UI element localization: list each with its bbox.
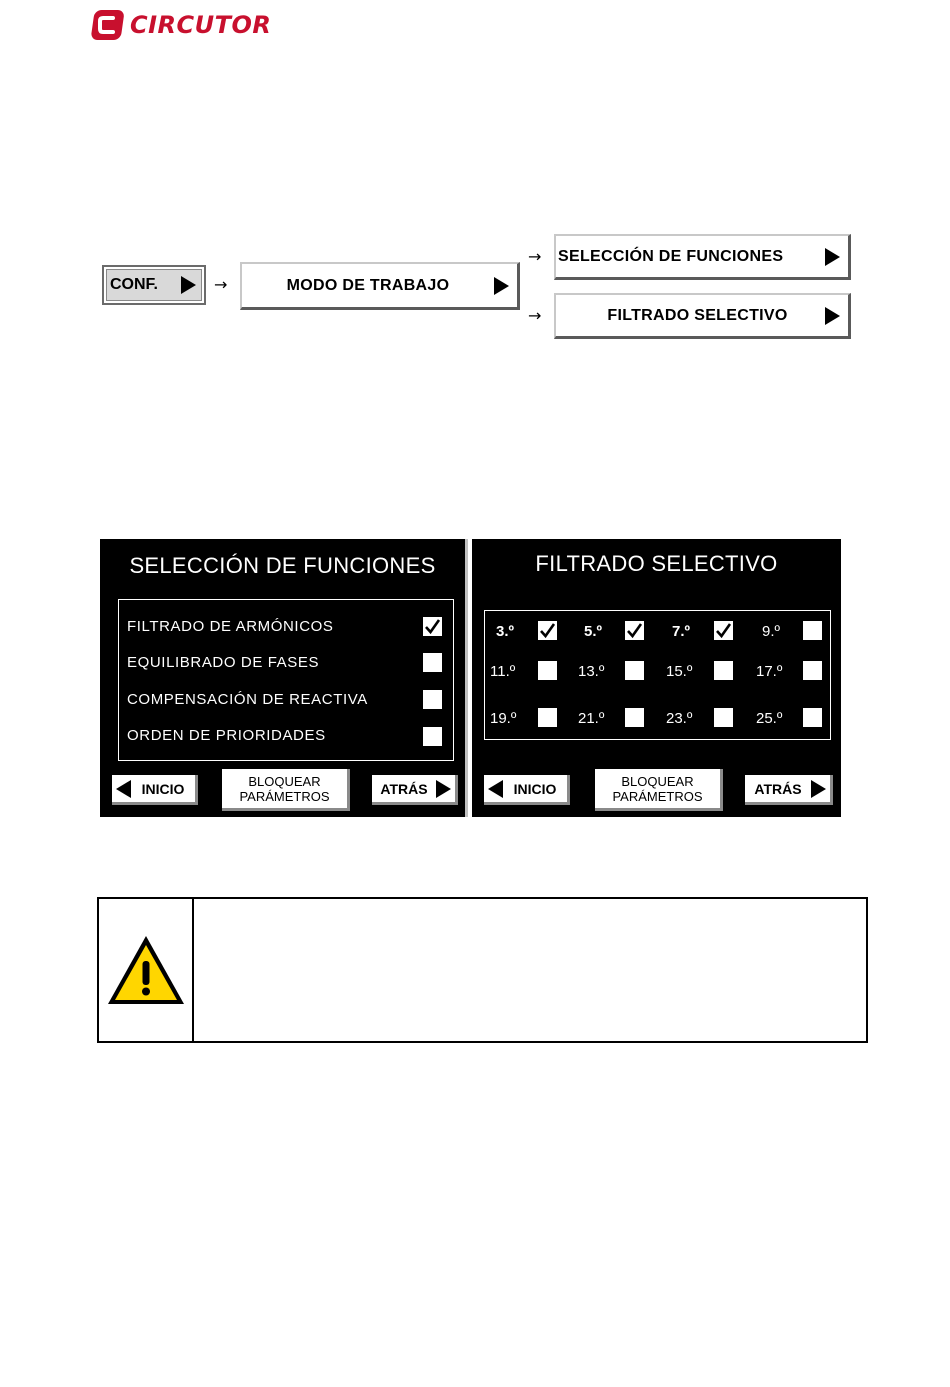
- screen-title: FILTRADO SELECTIVO: [535, 551, 778, 576]
- seleccion-funciones-label: SELECCIÓN DE FUNCIONES: [558, 247, 784, 265]
- option-orden-prioridades: ORDEN DE PRIORIDADES: [127, 727, 326, 744]
- seleccion-funciones-button[interactable]: [554, 234, 851, 280]
- atras-button[interactable]: [372, 775, 458, 805]
- harmonic-checkbox-3[interactable]: [538, 621, 557, 640]
- inicio-button[interactable]: [112, 775, 198, 805]
- circutor-logo-icon: [90, 8, 124, 42]
- inicio-label: INICIO: [141, 780, 185, 797]
- checkmark-icon: [626, 622, 643, 639]
- brand-logo: [90, 6, 290, 44]
- inicio-button[interactable]: [484, 775, 570, 805]
- checkbox-filtrado-armonicos[interactable]: [423, 617, 442, 636]
- harmonic-checkbox-13[interactable]: [625, 661, 644, 680]
- bloquear-label: BLOQUEAR: [621, 773, 694, 789]
- harmonic-label-3: 3.º: [496, 623, 514, 640]
- checkbox-orden-prioridades[interactable]: [423, 727, 442, 746]
- harmonic-label-19: 19.º: [490, 710, 517, 727]
- modo-trabajo-button[interactable]: [240, 262, 520, 310]
- harmonic-label-11: 11.º: [490, 663, 516, 680]
- harmonic-label-7: 7.º: [672, 623, 690, 640]
- warning-icon-cell: [99, 899, 192, 1041]
- back-arrow-icon: [488, 780, 503, 798]
- warning-divider: [192, 899, 194, 1041]
- option-compensacion-reactiva: COMPENSACIÓN DE REACTIVA: [127, 691, 368, 708]
- forward-arrow-icon: [811, 780, 826, 798]
- screen-title: SELECCIÓN DE FUNCIONES: [129, 553, 436, 578]
- bloquear-parametros-button[interactable]: [222, 769, 350, 811]
- checkmark-icon: [715, 622, 732, 639]
- bloquear-parametros-button[interactable]: [595, 769, 723, 811]
- atras-button[interactable]: [745, 775, 833, 805]
- bloquear-label: BLOQUEAR: [248, 773, 321, 789]
- play-arrow-icon: [825, 248, 840, 266]
- flow-arrow-icon: →: [214, 275, 228, 294]
- harmonic-label-9: 9.º: [762, 623, 780, 640]
- harmonic-checkbox-9[interactable]: [803, 621, 822, 640]
- brand-name: CIRCUTOR: [130, 11, 272, 39]
- back-arrow-icon: [116, 780, 131, 798]
- harmonic-label-23: 23.º: [666, 710, 693, 727]
- modo-trabajo-label: MODO DE TRABAJO: [286, 276, 450, 294]
- play-arrow-icon: [181, 276, 196, 294]
- parametros-label: PARÁMETROS: [239, 788, 330, 804]
- harmonic-label-17: 17.º: [756, 663, 783, 680]
- checkmark-icon: [539, 622, 556, 639]
- harmonic-checkbox-17[interactable]: [803, 661, 822, 680]
- harmonic-label-21: 21.º: [578, 710, 605, 727]
- conf-button[interactable]: [102, 265, 206, 305]
- warning-box: [97, 897, 868, 1043]
- checkbox-equilibrado-fases[interactable]: [423, 653, 442, 672]
- parametros-label: PARÁMETROS: [612, 788, 703, 804]
- play-arrow-icon: [494, 277, 509, 295]
- conf-button-label: CONF.: [110, 276, 158, 293]
- harmonic-label-5: 5.º: [584, 623, 602, 640]
- harmonic-label-15: 15.º: [666, 663, 693, 680]
- harmonic-checkbox-7[interactable]: [714, 621, 733, 640]
- checkbox-compensacion-reactiva[interactable]: [423, 690, 442, 709]
- screen-seleccion-funciones: [100, 539, 468, 817]
- play-arrow-icon: [825, 307, 840, 325]
- harmonic-label-25: 25.º: [756, 710, 783, 727]
- harmonic-checkbox-23[interactable]: [714, 708, 733, 727]
- flow-arrow-icon: →: [528, 306, 542, 325]
- option-filtrado-armonicos: FILTRADO DE ARMÓNICOS: [127, 618, 334, 635]
- atras-label: ATRÁS: [380, 780, 428, 797]
- harmonic-checkbox-11[interactable]: [538, 661, 557, 680]
- harmonic-label-13: 13.º: [578, 663, 605, 680]
- harmonic-checkbox-5[interactable]: [625, 621, 644, 640]
- forward-arrow-icon: [436, 780, 451, 798]
- option-equilibrado-fases: EQUILIBRADO DE FASES: [127, 654, 320, 671]
- warning-triangle-icon: [105, 933, 187, 1007]
- atras-label: ATRÁS: [754, 780, 802, 797]
- flow-arrow-icon: →: [528, 247, 542, 266]
- harmonic-checkbox-19[interactable]: [538, 708, 557, 727]
- harmonic-checkbox-25[interactable]: [803, 708, 822, 727]
- inicio-label: INICIO: [513, 780, 557, 797]
- harmonic-checkbox-21[interactable]: [625, 708, 644, 727]
- checkmark-icon: [424, 618, 441, 635]
- filtrado-selectivo-button[interactable]: [554, 293, 851, 339]
- harmonic-checkbox-15[interactable]: [714, 661, 733, 680]
- filtrado-selectivo-label: FILTRADO SELECTIVO: [607, 306, 788, 324]
- screen-filtrado-selectivo: [472, 539, 841, 817]
